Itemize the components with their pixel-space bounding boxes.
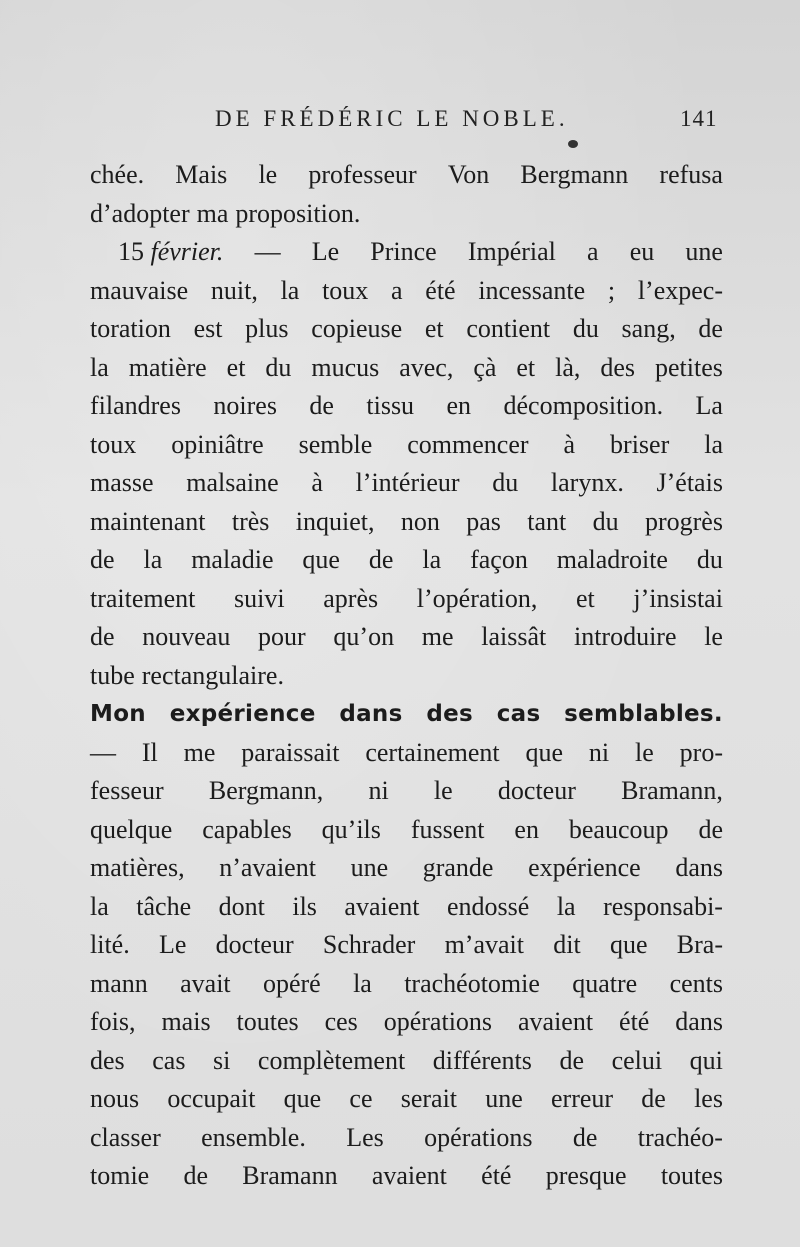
word: pour	[258, 622, 306, 651]
word: nuit,	[210, 275, 258, 305]
word: dans	[339, 701, 403, 727]
word: après	[323, 583, 379, 613]
text-line	[90, 1157, 723, 1196]
word: me	[421, 622, 454, 651]
word: paraissait	[241, 737, 340, 767]
word: celui	[611, 1045, 663, 1075]
word: J’étais	[656, 468, 723, 497]
text-line	[90, 580, 723, 619]
word: avaient	[344, 891, 420, 921]
word: mauvaise	[90, 275, 189, 305]
word: Schrader	[322, 930, 416, 959]
word: opérations	[383, 1007, 493, 1036]
word: des	[600, 352, 636, 382]
word: décomposition.	[503, 391, 664, 420]
word: l’intérieur	[355, 468, 460, 497]
word: —	[254, 237, 281, 266]
word: de	[698, 314, 723, 343]
word: m’avait	[444, 930, 524, 959]
word: certainement	[365, 737, 500, 767]
word: semblables.	[564, 701, 723, 727]
word: l’opération,	[416, 583, 538, 613]
entry-date: 15 février.	[118, 237, 224, 266]
word: proposition.	[235, 198, 361, 228]
word: incessante	[478, 275, 586, 305]
text-line	[90, 849, 723, 888]
word: malsaine	[186, 468, 279, 497]
word: la	[353, 968, 372, 998]
word: quelque	[90, 814, 173, 844]
word: responsabi-	[603, 891, 723, 921]
text-line	[90, 657, 723, 696]
text-line	[90, 1080, 723, 1119]
word: Mais	[175, 160, 228, 189]
text-line	[90, 464, 723, 503]
word: toux	[322, 275, 369, 305]
word: non	[400, 506, 440, 536]
text-line	[90, 426, 723, 465]
word: opéré	[262, 968, 321, 998]
word: en	[514, 814, 539, 844]
word: tissu	[366, 391, 415, 420]
word: beaucoup	[568, 814, 669, 844]
word: erreur	[551, 1084, 614, 1113]
text-line	[90, 888, 723, 927]
word: Le	[158, 930, 187, 959]
word: des	[426, 701, 473, 727]
word: tube	[90, 660, 135, 690]
printer-ornament	[568, 140, 578, 148]
word: une	[685, 237, 723, 266]
word: copieuse	[311, 314, 403, 343]
word: opérations	[424, 1122, 533, 1152]
word: quatre	[572, 968, 638, 998]
word: ces	[324, 1007, 358, 1036]
text-line	[90, 965, 723, 1004]
word: les	[694, 1084, 723, 1113]
text-line	[90, 1042, 723, 1081]
word: très	[231, 506, 270, 536]
word: cas	[152, 1045, 186, 1075]
word: la	[280, 275, 300, 305]
word: cents	[669, 968, 723, 998]
word: classer	[90, 1122, 161, 1152]
word: a	[587, 237, 599, 266]
word: la	[90, 891, 109, 921]
running-head-title: DE FRÉDÉRIC LE NOBLE.	[215, 106, 569, 131]
word: été	[425, 275, 456, 305]
word: que	[302, 545, 340, 574]
word: expérience	[528, 853, 641, 882]
word: est	[193, 314, 223, 343]
word: laissât	[481, 622, 547, 651]
word: Prince	[370, 237, 437, 266]
word: été	[481, 1161, 512, 1190]
word: avait	[180, 968, 231, 998]
word: du	[572, 314, 599, 343]
word: que	[525, 737, 564, 767]
running-head	[0, 106, 800, 140]
word: des	[90, 1045, 125, 1075]
text-line	[90, 349, 723, 388]
word: eu	[629, 237, 655, 266]
word: de	[309, 391, 334, 420]
word: presque	[545, 1161, 627, 1190]
word: contient	[466, 314, 551, 343]
word: maladroite	[556, 545, 668, 574]
word: suivi	[234, 583, 285, 613]
word: fesseur	[90, 776, 164, 805]
word: a	[391, 275, 403, 305]
word: Il	[141, 737, 158, 767]
word: mann	[90, 968, 148, 998]
word: fois,	[90, 1007, 136, 1036]
word: progrès	[644, 506, 723, 536]
text-line	[90, 734, 723, 773]
word: complètement	[257, 1045, 406, 1075]
word: avaient	[518, 1007, 594, 1036]
text-line	[90, 272, 723, 311]
word: j’insistai	[633, 583, 723, 613]
word: occupait	[167, 1084, 256, 1113]
text-line	[90, 1003, 723, 1042]
word: opiniâtre	[171, 429, 264, 459]
word: rectangulaire.	[141, 660, 284, 690]
word: et	[424, 314, 444, 343]
word: à	[311, 468, 323, 497]
word: de	[90, 545, 115, 574]
word: différents	[432, 1045, 532, 1075]
word: de	[572, 1122, 598, 1152]
word: toutes	[660, 1161, 723, 1190]
word: et	[226, 352, 246, 382]
word: du	[492, 468, 519, 497]
word: avaient	[371, 1161, 447, 1190]
word: Bramann,	[621, 776, 723, 805]
word: cas	[496, 701, 541, 727]
word: le	[704, 622, 723, 651]
word: de	[183, 1161, 209, 1190]
word: ma	[196, 198, 229, 228]
word: mais	[161, 1007, 211, 1036]
word: Impérial	[467, 237, 556, 266]
word: endossé	[447, 891, 530, 921]
word: lité.	[90, 930, 130, 959]
word: Bergmann,	[208, 776, 324, 805]
text-line	[90, 772, 723, 811]
word: si	[213, 1045, 231, 1075]
word: chée.	[90, 160, 145, 189]
word: matière	[128, 352, 207, 382]
text-line	[90, 811, 723, 850]
text-line	[90, 541, 723, 580]
word: de	[641, 1084, 666, 1113]
word: çà	[473, 352, 497, 382]
word: dans	[675, 1007, 723, 1036]
word: docteur	[497, 776, 576, 805]
word: briser	[610, 429, 670, 459]
word: La	[695, 391, 723, 420]
word: du	[265, 352, 292, 382]
word: professeur	[308, 160, 417, 189]
word: façon	[470, 545, 528, 574]
word: tant	[527, 506, 567, 536]
word: Bergmann	[520, 160, 629, 189]
word: le	[635, 737, 654, 767]
text-line	[90, 195, 723, 234]
word: noires	[213, 391, 277, 420]
word: fussent	[410, 814, 485, 844]
word: la	[704, 429, 723, 459]
word: ni	[368, 776, 389, 805]
word: masse	[90, 468, 154, 497]
word: de	[698, 814, 723, 844]
word: trachéotomie	[404, 968, 540, 998]
word: serait	[400, 1084, 458, 1113]
page-number: 141	[680, 106, 718, 131]
word: de	[559, 1045, 585, 1075]
text-line	[90, 503, 723, 542]
word: l’expec-	[637, 275, 723, 305]
word: la	[556, 891, 576, 921]
word: commencer	[407, 429, 529, 459]
word: Von	[447, 160, 490, 189]
word: refusa	[659, 160, 723, 189]
word: été	[619, 1007, 650, 1036]
word: de	[368, 545, 394, 574]
word: la	[90, 352, 109, 382]
word: et	[575, 583, 595, 613]
word: de	[90, 622, 115, 651]
word: nous	[90, 1084, 140, 1113]
word: qu’on	[333, 622, 395, 651]
word: matières,	[90, 853, 185, 882]
word: Bramann	[242, 1161, 338, 1190]
text-line	[90, 618, 723, 657]
word: maladie	[191, 545, 274, 574]
text-line	[90, 156, 723, 195]
word: mucus	[311, 352, 380, 382]
word: à	[563, 429, 576, 459]
word: Bra-	[676, 930, 723, 959]
word: d’adopter	[90, 198, 190, 228]
text-line	[90, 387, 723, 426]
word: en	[446, 391, 472, 420]
word: le	[258, 160, 278, 189]
word: toration	[90, 314, 171, 343]
word: introduire	[573, 622, 677, 651]
word: dont	[218, 891, 265, 921]
word: une	[485, 1084, 523, 1113]
word: capables	[202, 814, 292, 844]
word: nouveau	[142, 622, 231, 651]
word: filandres	[90, 391, 181, 420]
word: avec,	[399, 352, 454, 382]
word: dit	[553, 930, 581, 959]
text-line	[90, 233, 723, 272]
word: la	[143, 545, 163, 574]
body-text	[90, 156, 723, 1196]
word: et	[516, 352, 536, 382]
word: n’avaient	[219, 853, 316, 882]
word: ni	[588, 737, 610, 767]
word: maintenant	[90, 506, 206, 536]
word: ;	[607, 275, 616, 305]
word: petites	[654, 352, 723, 382]
section-heading-line	[90, 695, 723, 734]
word: tâche	[136, 891, 192, 921]
word: là,	[555, 352, 581, 382]
word: le	[433, 776, 453, 805]
word: ensemble.	[201, 1122, 306, 1152]
word: qu’ils	[321, 814, 381, 844]
word: sang,	[621, 314, 676, 343]
word: toutes	[236, 1007, 299, 1036]
word: docteur	[215, 930, 294, 959]
word: expérience	[169, 701, 316, 727]
word: ils	[292, 891, 317, 921]
word: la	[422, 545, 442, 574]
word: une	[350, 853, 389, 882]
word: semble	[298, 429, 373, 459]
word: inquiet,	[295, 506, 375, 536]
word: du	[696, 545, 723, 574]
word: du	[592, 506, 619, 536]
word: tomie	[90, 1161, 150, 1190]
word: Le	[311, 237, 340, 266]
word: ce	[349, 1084, 373, 1113]
word: toux	[90, 429, 137, 459]
word: me	[183, 737, 216, 767]
word: larynx.	[550, 468, 624, 497]
word: Les	[346, 1122, 384, 1152]
text-line	[90, 1119, 723, 1158]
word: que	[283, 1084, 322, 1113]
text-line	[90, 310, 723, 349]
word: —	[90, 737, 116, 767]
word: qui	[689, 1045, 723, 1075]
word: dans	[675, 853, 723, 882]
word: pro-	[679, 737, 723, 767]
word: grande	[422, 853, 494, 882]
word: Mon	[90, 701, 146, 727]
text-line	[90, 926, 723, 965]
word: traitement	[90, 583, 196, 613]
word: plus	[245, 314, 289, 343]
word: que	[609, 930, 648, 959]
word: trachéo-	[637, 1122, 723, 1152]
word: pas	[466, 506, 501, 536]
